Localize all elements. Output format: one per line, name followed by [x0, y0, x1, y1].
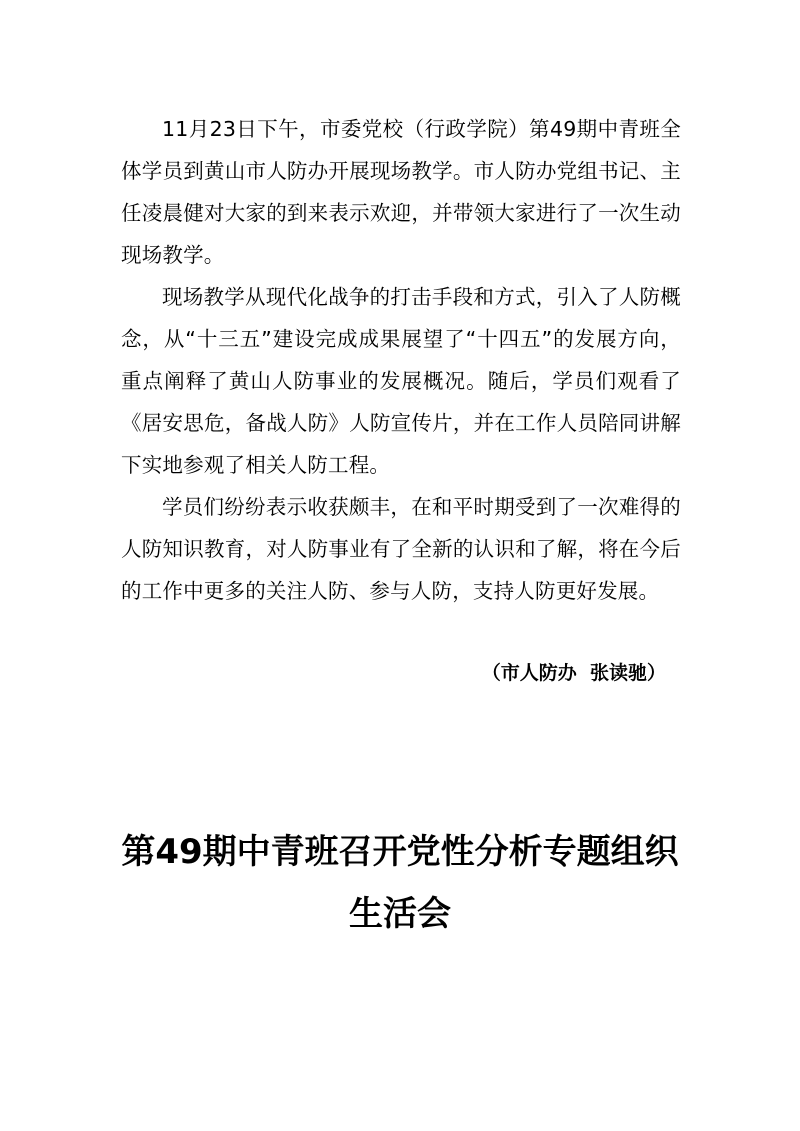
article-body [121, 108, 681, 612]
article-paragraph-2: 现场教学从现代化战争的打击手段和方式，引入了人防概念，从“十三五”建设完成成果展望了“十四五”的发展方向，重点阐释了黄山人防事业的发展概况。随后，学员们观看了《居安思危，备战人防》人防宣传片，并在工作人员陪同讲解下实地参观了相关人防工程。 [121, 285, 681, 477]
article-paragraph-3: 学员们纷纷表示收获颇丰，在和平时期受到了一次难得的人防知识教育，对人防事业有了全新的认识和了解，将在今后的工作中更多的关注人防、参与人防，支持人防更好发展。 [121, 495, 681, 603]
next-article-title: 第49期中青班召开党性分析专题组织生活会 [121, 832, 679, 934]
article-source-byline: （市人防办 张读驰） [481, 662, 666, 684]
article-paragraph-1: 11月23日下午，市委党校（行政学院）第49期中青班全体学员到黄山市人防办开展现场教学。市人防办党组书记、主任凌晨健对大家的到来表示欢迎，并带领大家进行了一次生动现场教学。 [121, 117, 681, 267]
